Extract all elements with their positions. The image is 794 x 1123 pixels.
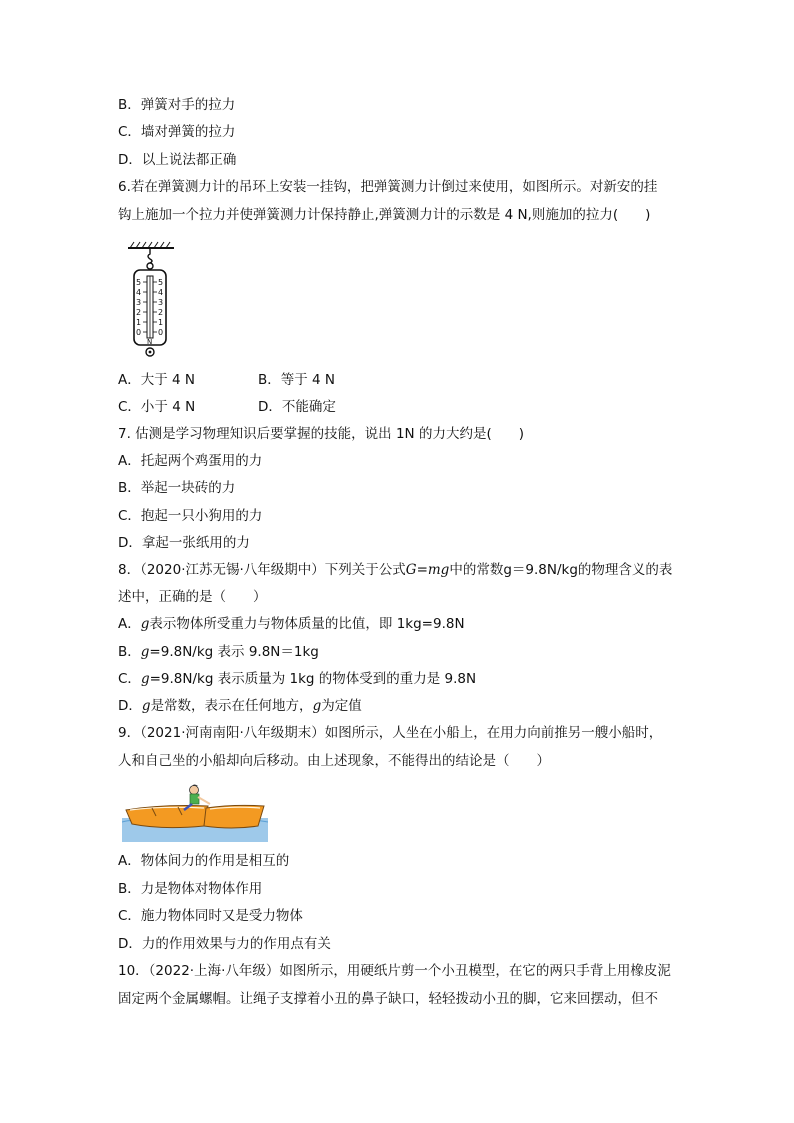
option-text: =9.8N/kg 表示 9.8N＝1kg xyxy=(149,644,319,660)
option-letter: C． xyxy=(118,671,141,687)
scale-label-right: 1 xyxy=(158,318,164,327)
q9-option-d: D．力的作用效果与力的作用点有关 xyxy=(118,936,331,952)
q6-stem-line2: 钩上施加一个拉力并使弹簧测力计保持静止,弹簧测力计的示数是 4 N,则施加的拉力( ) xyxy=(118,207,651,223)
q9-option-c: C．施力物体同时又是受力物体 xyxy=(118,908,303,924)
scale-label-left: 5 xyxy=(136,278,142,287)
spring-scale-figure xyxy=(124,240,180,362)
scale-label-left: 3 xyxy=(136,298,142,307)
q6-options-row1 xyxy=(118,371,195,389)
q7-option-c: C．抱起一只小狗用的力 xyxy=(118,508,263,524)
q5-option-d: D．以上说法都正确 xyxy=(118,152,237,168)
q8-stem-post: 的物理含义的表 xyxy=(577,562,673,578)
scale-label-right: 3 xyxy=(158,298,164,307)
q9-option-b: B．力是物体对物体作用 xyxy=(118,881,263,897)
q7-stem: 7. 估测是学习物理知识后要掌握的技能，说出 1N 的力大约是( ) xyxy=(118,426,524,442)
option-letter: D． xyxy=(118,698,142,714)
scale-label-right: 2 xyxy=(158,308,164,317)
q8-option-c xyxy=(118,670,476,688)
g-symbol: g xyxy=(140,616,150,632)
q6-option-c: C．小于 4 N xyxy=(118,399,196,415)
q9-stem-line2: 人和自己坐的小船却向后移动。由上述现象，不能得出的结论是（ ） xyxy=(118,753,550,769)
spring-scale-illustration xyxy=(124,240,180,362)
boat-figure xyxy=(122,782,268,842)
q10-stem-line2: 固定两个金属螺帽。让绳子支撑着小丑的鼻子缺口，轻轻拨动小丑的脚，它来回摆动，但不 xyxy=(118,991,658,1007)
q6-option-b: B．等于 4 N xyxy=(258,372,336,388)
q8-option-d xyxy=(118,697,362,715)
q8-option-a xyxy=(118,615,465,633)
scale-unit-label: N xyxy=(147,338,153,346)
scale-label-right: 5 xyxy=(158,278,164,287)
scale-label-left: 2 xyxy=(136,308,142,317)
q8-stem-mid: 中的常数 xyxy=(449,562,504,578)
scale-label-left: 4 xyxy=(136,288,142,297)
scale-label-right: 4 xyxy=(158,288,164,297)
scale-label-right: 0 xyxy=(158,328,164,337)
scale-label-left: 1 xyxy=(136,318,142,327)
q6-option-d: D．不能确定 xyxy=(258,399,336,415)
g-symbol: g xyxy=(141,698,151,714)
q7-option-a: A．托起两个鸡蛋用的力 xyxy=(118,453,263,469)
q8-formula: G=mg xyxy=(405,562,450,578)
q9-option-a: A．物体间力的作用是相互的 xyxy=(118,853,290,869)
option-letter: A． xyxy=(118,616,141,632)
option-letter: B． xyxy=(118,644,141,660)
q6-option-a: A．大于 4 N xyxy=(118,372,196,388)
q8-stem-pre: 8．（2020·江苏无锡·八年级期中）下列关于公式 xyxy=(118,562,406,578)
q8-option-b xyxy=(118,643,319,661)
q6-stem-line1: 6.若在弹簧测力计的吊环上安装一挂钩，把弹簧测力计倒过来使用，如图所示。对新安的挂 xyxy=(118,179,658,195)
g-symbol: g xyxy=(140,671,150,687)
q9-stem-line1: 9．（2021·河南南阳·八年级期末）如图所示，人坐在小船上，在用力向前推另一艘小船时， xyxy=(118,725,663,741)
boat-illustration xyxy=(122,782,268,842)
option-text: 为定值 xyxy=(321,698,362,714)
g-symbol: g xyxy=(140,644,150,660)
q7-option-d: D．拿起一张纸用的力 xyxy=(118,535,250,551)
q8-g-expr: g＝9.8N/kg xyxy=(503,562,578,578)
q5-option-b: B．弹簧对手的拉力 xyxy=(118,97,236,113)
q8-stem-line1 xyxy=(118,561,672,579)
scale-label-left: 0 xyxy=(136,328,142,337)
g-symbol: g xyxy=(312,698,322,714)
option-text: 表示物体所受重力与物体质量的比值，即 1kg=9.8N xyxy=(149,616,465,632)
q5-option-c: C．墙对弹簧的拉力 xyxy=(118,124,236,140)
q7-option-b: B．举起一块砖的力 xyxy=(118,480,236,496)
option-text: 是常数，表示在任何地方， xyxy=(150,698,313,714)
q8-stem-line2: 述中，正确的是（ ） xyxy=(118,589,267,605)
q10-stem-line1: 10．（2022·上海·八年级）如图所示，用硬纸片剪一个小丑模型，在它的两只手背上用橡皮泥 xyxy=(118,963,671,979)
option-text: =9.8N/kg 表示质量为 1kg 的物体受到的重力是 9.8N xyxy=(149,671,477,687)
